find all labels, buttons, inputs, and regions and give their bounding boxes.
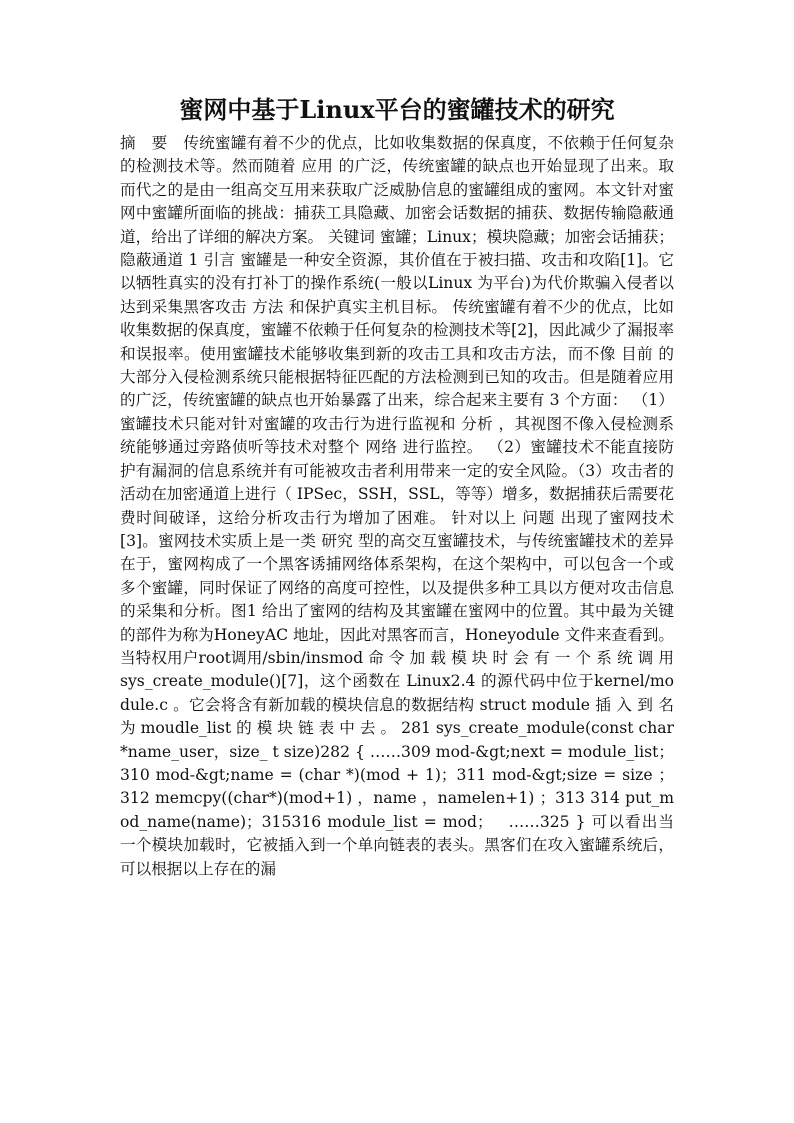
document-title: 蜜网中基于Linux平台的蜜罐技术的研究 — [179, 95, 615, 124]
document-body-text: 摘 要 传统蜜罐有着不少的优点，比如收集数据的保真度，不依赖于任何复杂的检测技术等。然而随着 应用 的广泛，传统蜜罐的缺点也开始显现了出来。取而代之的是由一组高交互用来获取广泛威胁信息的蜜罐组成的蜜网。本文针对蜜网中蜜罐所面临的挑战：捕获工具隐藏、加密会话数据的捕获、数据传输隐蔽通道，给出了详细的解决方案。 关键词 蜜罐；Linux；模块隐藏；加密会话捕获；隐蔽通道 1 引言 蜜罐是一种安全资源，其价值在于被扫描、攻击和攻陷[1]。它以牺牲真实的没有打补丁的操作系统(一般以Linux 为平台)为代价欺骗入侵者以达到采集黑客攻击 方法 和保护真实主机目标。 传统蜜罐有着不少的优点，比如收集数据的保真度，蜜罐不依赖于任何复杂的检测技术等[2]，因此减少了漏报率和误报率。使用蜜罐技术能够收集到新的攻击工具和攻击方法，而不像 目前 的大部分入侵检测系统只能根据特征匹配的方法检测到已知的攻击。但是随着应用的广泛，传统蜜罐的缺点也开始暴露了出来，综合起来主要有 3 个方面： （1）蜜罐技术只能对针对蜜罐的攻击行为进行监视和 分析 ，其视图不像入侵检测系统能够通过旁路侦听等技术对整个 网络 进行监控。 （2）蜜罐技术不能直接防护有漏洞的信息系统并有可能被攻击者利用带来一定的安全风险。（3）攻击者的活动在加密通道上进行（ IPSec，SSH，SSL，等等）增多，数据捕获后需要花费时间破译，这给分析攻击行为增加了困难。 针对以上 问题 出现了蜜网技术[3]。蜜网技术实质上是一类 研究 型的高交互蜜罐技术，与传统蜜罐技术的差异在于，蜜网构成了一个黑客诱捕网络体系架构，在这个架构中，可以包含一个或多个蜜罐，同时保证了网络的高度可控性，以及提供多种工具以方便对攻击信息的采集和分析。图1 给出了蜜网的结构及其蜜罐在蜜网中的位置。其中最为关键的部件为称为HoneyAC 地址，因此对黑客而言，Honeyodule 文件来查看到。当特权用户root调用/sbin/insmod 命 令 加 载 模 块 时 会 有 一 个 系 统 调 用 sys_create_module()[7]，这个函数在 Linux2.4 的源代码中位于kernel/module.c 。它会将含有新加载的模块信息的数据结构 struct module 插 入 到 名 为 moudle_list 的 模 块 链 表 中 去 。 281 sys_create_module(const char *name_user，size_ t size)282 { ……309 mod-&gt;next = module_list；310 mod-&gt;name = (char *)(mod + 1)；311 mod-&gt;size = size ；312 memcpy((char*)(mod+1) ，name ，namelen+1) ；313 314 put_mod_name(name)；315316 module_list = mod； ……325 } 可以看出当一个模块加载时，它被插入到一个单向链表的表头。黑客们在攻入蜜罐系统后，可以根据以上存在的漏 — [120, 134, 674, 878]
